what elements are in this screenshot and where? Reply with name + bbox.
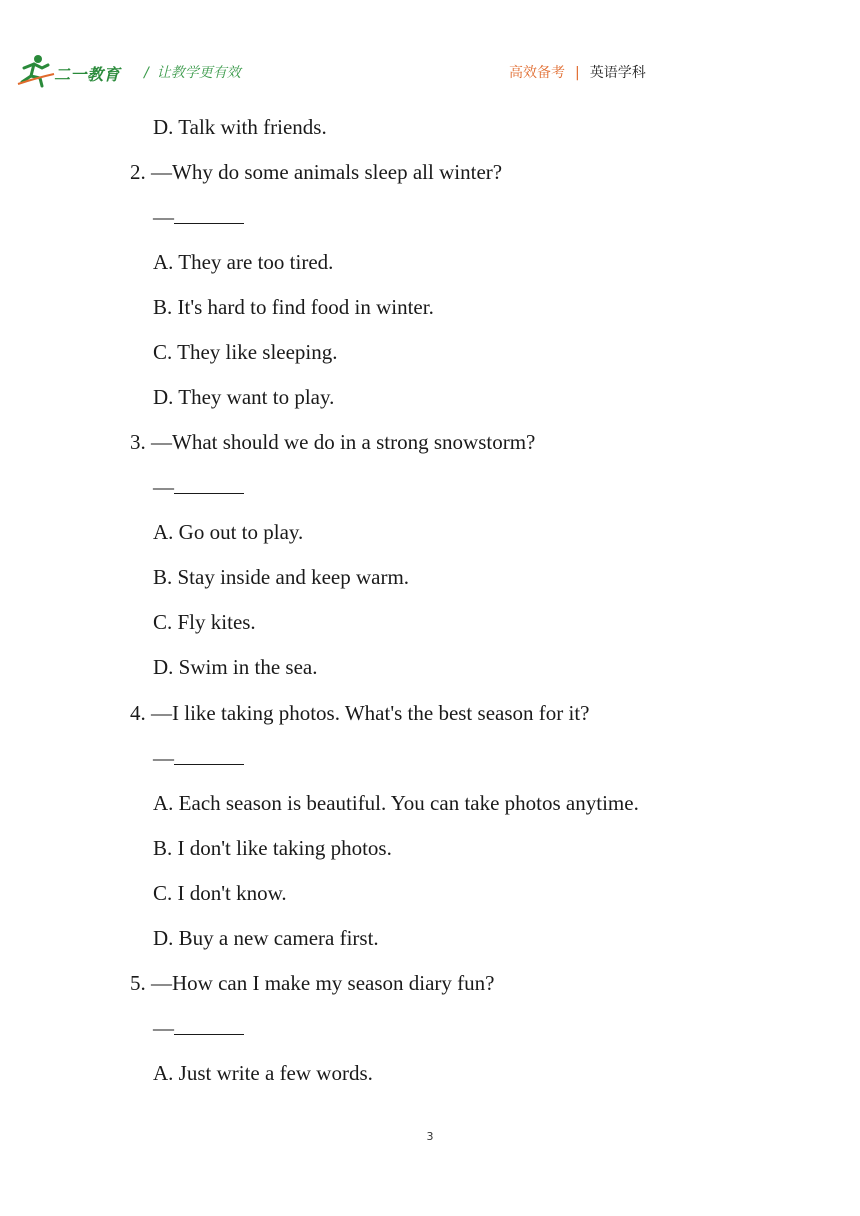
slogan bbox=[144, 62, 241, 82]
dash: — bbox=[153, 205, 174, 229]
option-line: C. They like sleeping. bbox=[153, 340, 338, 364]
answer-blank bbox=[153, 475, 244, 499]
dash: — bbox=[153, 746, 174, 770]
question-line: 3. —What should we do in a strong snowstorm? bbox=[130, 430, 536, 454]
answer-blank bbox=[153, 1016, 244, 1040]
subject-label: 英语学科 bbox=[589, 65, 646, 81]
option-line: C. I don't know. bbox=[153, 881, 287, 905]
option-line: B. Stay inside and keep warm. bbox=[153, 565, 410, 589]
header-right bbox=[509, 62, 646, 82]
page-header bbox=[0, 0, 860, 100]
answer-blank bbox=[153, 205, 244, 229]
option-line: D. Buy a new camera first. bbox=[153, 926, 379, 950]
option-line: A. Just write a few words. bbox=[153, 1061, 373, 1085]
option-line: A. Each season is beautiful. You can take photos anytime. bbox=[153, 791, 639, 815]
blank-underline bbox=[174, 475, 244, 494]
dash: — bbox=[153, 1016, 174, 1040]
answer-blank bbox=[153, 746, 244, 770]
question-line: 5. —How can I make my season diary fun? bbox=[130, 971, 495, 995]
header-separator: | bbox=[575, 65, 580, 81]
logo-text: 二一教育 bbox=[54, 65, 121, 84]
question-line: 2. —Why do some animals sleep all winter? bbox=[130, 160, 503, 184]
dash: — bbox=[153, 475, 174, 499]
page-number: 3 bbox=[426, 1130, 434, 1143]
blank-underline bbox=[174, 205, 244, 224]
question-line: 4. —I like taking photos. What's the best season for it? bbox=[130, 701, 590, 725]
slogan-slash: / bbox=[144, 65, 149, 81]
option-line: A. They are too tired. bbox=[153, 250, 334, 274]
option-line: D. They want to play. bbox=[153, 385, 335, 409]
blank-underline bbox=[174, 1016, 244, 1035]
option-line: B. I don't like taking photos. bbox=[153, 836, 392, 860]
option-line: B. It's hard to find food in winter. bbox=[153, 295, 434, 319]
option-line: D. Swim in the sea. bbox=[153, 655, 318, 679]
option-line: D. Talk with friends. bbox=[153, 115, 327, 139]
option-line: A. Go out to play. bbox=[153, 520, 304, 544]
blank-underline bbox=[174, 746, 244, 765]
exam-label: 高效备考 bbox=[509, 65, 565, 81]
option-line: C. Fly kites. bbox=[153, 610, 256, 634]
brand-logo bbox=[16, 54, 128, 90]
runner-icon bbox=[16, 54, 56, 88]
slogan-text: 让教学更有效 bbox=[156, 65, 241, 81]
